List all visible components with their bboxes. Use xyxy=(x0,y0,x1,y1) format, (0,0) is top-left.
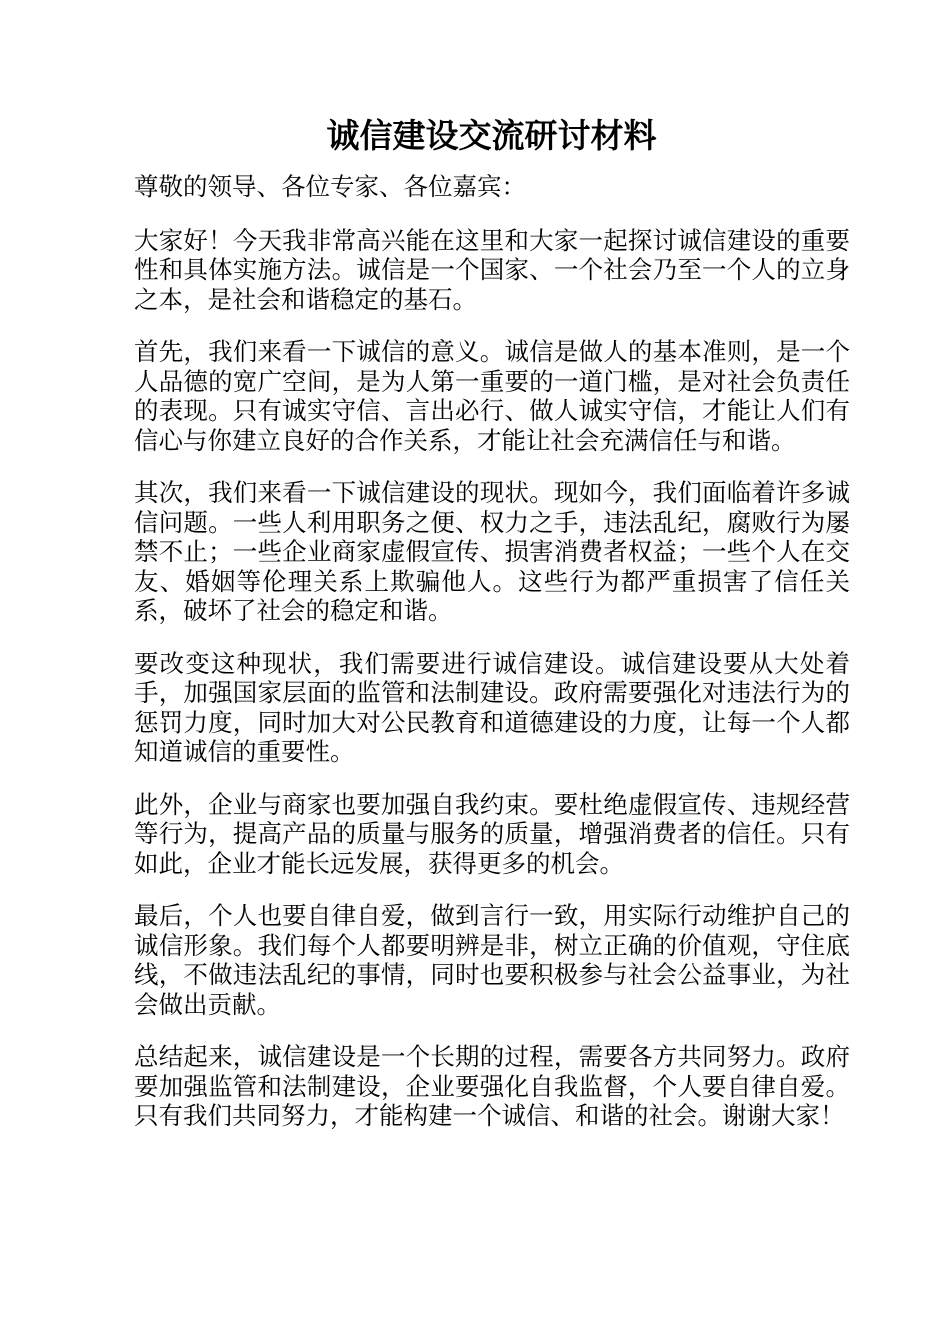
paragraph-greeting: 大家好！今天我非常高兴能在这里和大家一起探讨诚信建设的重要性和具体实施方法。诚信是一个国家、一个社会乃至一个人的立身之本，是社会和谐稳定的基石。 xyxy=(134,225,850,314)
paragraph-status: 其次，我们来看一下诚信建设的现状。现如今，我们面临着许多诚信问题。一些人利用职务之便、权力之手，违法乱纪，腐败行为屡禁不止；一些企业商家虚假宣传、损害消费者权益；一些个人在交友、婚姻等伦理关系上欺骗他人。这些行为都严重损害了信任关系，破坏了社会的稳定和谐。 xyxy=(134,478,850,625)
document-title: 诚信建设交流研讨材料 xyxy=(326,116,657,155)
paragraph-enterprise: 此外，企业与商家也要加强自我约束。要杜绝虚假宣传、违规经营等行为，提高产品的质量与服务的质量，增强消费者的信任。只有如此，企业才能长远发展，获得更多的机会。 xyxy=(134,789,850,878)
paragraph-government: 要改变这种现状，我们需要进行诚信建设。诚信建设要从大处着手，加强国家层面的监管和法制建设。政府需要强化对违法行为的惩罚力度，同时加大对公民教育和道德建设的力度，让每一个人都知道诚信的重要性。 xyxy=(134,648,850,766)
salutation: 尊敬的领导、各位专家、各位嘉宾： xyxy=(134,172,526,201)
paragraph-conclusion: 总结起来，诚信建设是一个长期的过程，需要各方共同努力。政府要加强监管和法制建设，企业要强化自我监督，个人要自律自爱。只有我们共同努力，才能构建一个诚信、和谐的社会。谢谢大家！ xyxy=(134,1042,850,1130)
paragraph-individual: 最后，个人也要自律自爱，做到言行一致，用实际行动维护自己的诚信形象。我们每个人都要明辨是非，树立正确的价值观，守住底线，不做违法乱纪的事情，同时也要积极参与社会公益事业，为社会做出贡献。 xyxy=(134,901,850,1019)
document-body xyxy=(134,172,850,1154)
paragraph-meaning: 首先，我们来看一下诚信的意义。诚信是做人的基本准则，是一个人品德的宽广空间，是为人第一重要的一道门槛，是对社会负责任的表现。只有诚实守信、言出必行、做人诚实守信，才能让人们有信心与你建立良好的合作关系，才能让社会充满信任与和谐。 xyxy=(134,337,850,455)
